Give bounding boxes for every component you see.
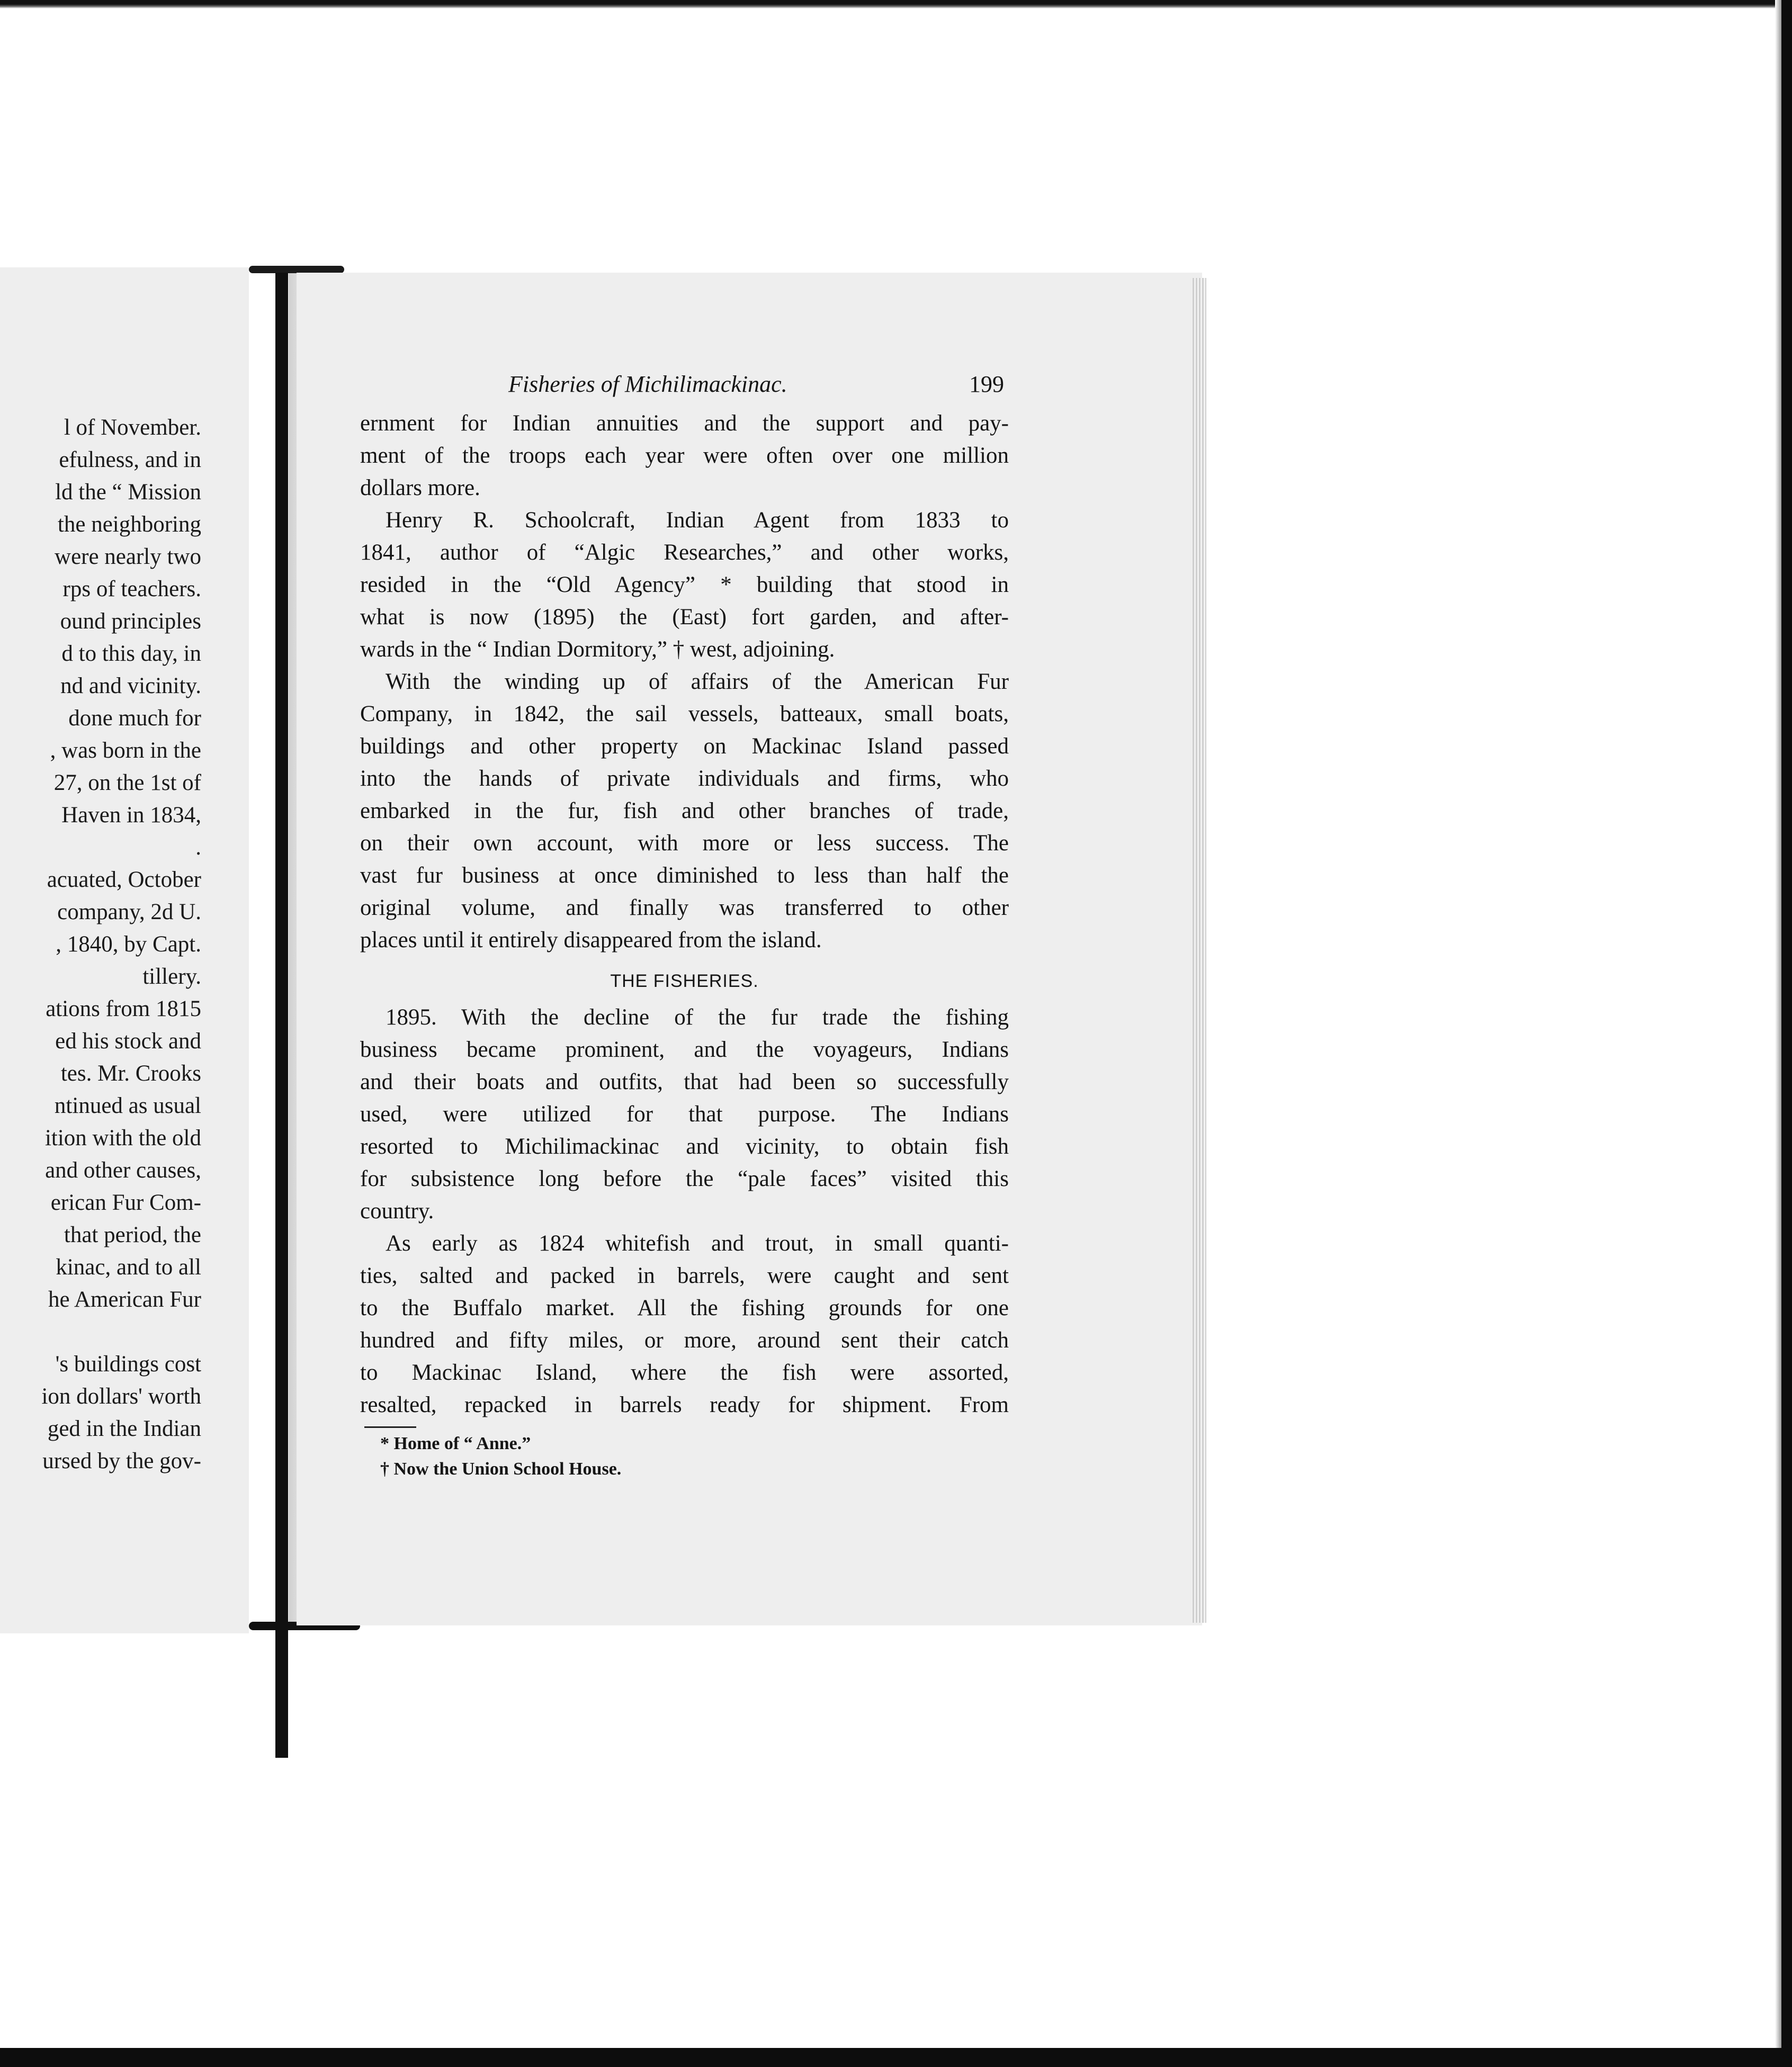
left-line: , was born in the [50,738,201,763]
footnote: † Now the Union School House. [380,1459,622,1479]
body-line: ties, salted and packed in barrels, were caught and sent [360,1263,1009,1288]
left-line: rps of teachers. [62,577,201,601]
body-line: on their own account, with more or less success. The [360,831,1009,856]
body-line: resalted, repacked in barrels ready for shipment. From [360,1392,1009,1417]
left-line: Haven in 1834, [61,803,201,828]
binding-top-cap [249,266,344,273]
body-line: used, were utilized for that purpose. The Indians [360,1102,1009,1127]
body-line: country. [360,1199,434,1224]
running-head: Fisheries of Michilimackinac. [508,371,787,397]
body-line: 1895. With the decline of the fur trade the fishing [386,1005,1009,1030]
left-line: were nearly two [55,544,201,569]
left-line: ld the “ Mission [55,480,201,505]
body-line: embarked in the fur, fish and other branches of trade, [360,798,1009,823]
body-line: With the winding up of affairs of the American Fur [386,669,1009,694]
body-line: resorted to Michilimackinac and vicinity, to obtain fish [360,1134,1009,1159]
left-line: 's buildings cost [55,1352,201,1377]
left-line: . [195,835,201,860]
left-line: erican Fur Com- [50,1190,201,1215]
footnote: * Home of “ Anne.” [380,1434,531,1453]
left-line: ed his stock and [55,1029,201,1054]
left-line: acuated, October [47,867,201,892]
body-line: ernment for Indian annuities and the support and pay- [360,411,1009,436]
body-line: business became prominent, and the voyageurs, Indians [360,1037,1009,1062]
body-line: Company, in 1842, the sail vessels, batteaux, small boats, [360,702,1009,726]
scan-right-edge [1781,0,1792,2067]
left-line: ition with the old [44,1126,201,1151]
left-line: , 1840, by Capt. [56,932,201,957]
left-line: company, 2d U. [57,900,201,924]
left-line: efulness, and in [59,447,201,472]
left-line: the neighboring [57,512,201,537]
left-line: kinac, and to all [56,1255,201,1280]
left-line: nd and vicinity. [60,673,201,698]
left-line: tes. Mr. Crooks [60,1061,201,1086]
left-line: ion dollars' worth [41,1384,201,1409]
left-line: ations from 1815 [46,996,201,1021]
body-line: original volume, and finally was transferred to other [360,895,1009,920]
left-line: done much for [68,706,201,731]
body-line: vast fur business at once diminished to less than half the [360,863,1009,888]
left-line: l of November. [64,415,201,440]
page-number: 199 [969,371,1004,397]
body-line: dollars more. [360,475,480,500]
body-line: resided in the “Old Agency” * building that stood in [360,572,1009,597]
left-page [0,267,249,1633]
scan-top-edge [0,0,1792,8]
left-line: d to this day, in [61,641,201,666]
left-line: that period, the [64,1223,201,1247]
body-line: ment of the troops each year were often over one million [360,443,1009,468]
body-line: buildings and other property on Mackinac Island passed [360,734,1009,759]
body-line: Henry R. Schoolcraft, Indian Agent from 1833 to [386,508,1009,533]
book-spine [275,273,288,1758]
body-line: places until it entirely disappeared from the island. [360,928,822,952]
body-line: for subsistence long before the “pale faces” visited this [360,1166,1009,1191]
body-line: wards in the “ Indian Dormitory,” † west, adjoining. [360,637,835,662]
footnote-rule [364,1426,416,1428]
left-line: ound principles [60,609,201,634]
left-line: ged in the Indian [47,1416,201,1441]
body-line: what is now (1895) the (East) fort garden, and after- [360,605,1009,630]
left-line: ntinued as usual [54,1093,201,1118]
left-line: and other causes, [45,1158,201,1183]
left-line: tillery. [142,964,201,989]
body-line: to Mackinac Island, where the fish were assorted, [360,1360,1009,1385]
body-line: 1841, author of “Algic Researches,” and other works, [360,540,1009,565]
body-line: to the Buffalo market. All the fishing grounds for one [360,1296,1009,1320]
page-edge-stack [1193,278,1206,1623]
section-heading: THE FISHERIES. [610,971,759,991]
body-line: As early as 1824 whitefish and trout, in small quanti- [386,1231,1009,1256]
body-line: into the hands of private individuals and firms, who [360,766,1009,791]
left-line: 27, on the 1st of [53,770,201,795]
left-line: he American Fur [48,1287,201,1312]
left-line: ursed by the gov- [42,1449,201,1473]
body-line: and their boats and outfits, that had been so successfully [360,1070,1009,1094]
scan-bottom-edge [0,2048,1792,2067]
body-line: hundred and fifty miles, or more, around sent their catch [360,1328,1009,1353]
